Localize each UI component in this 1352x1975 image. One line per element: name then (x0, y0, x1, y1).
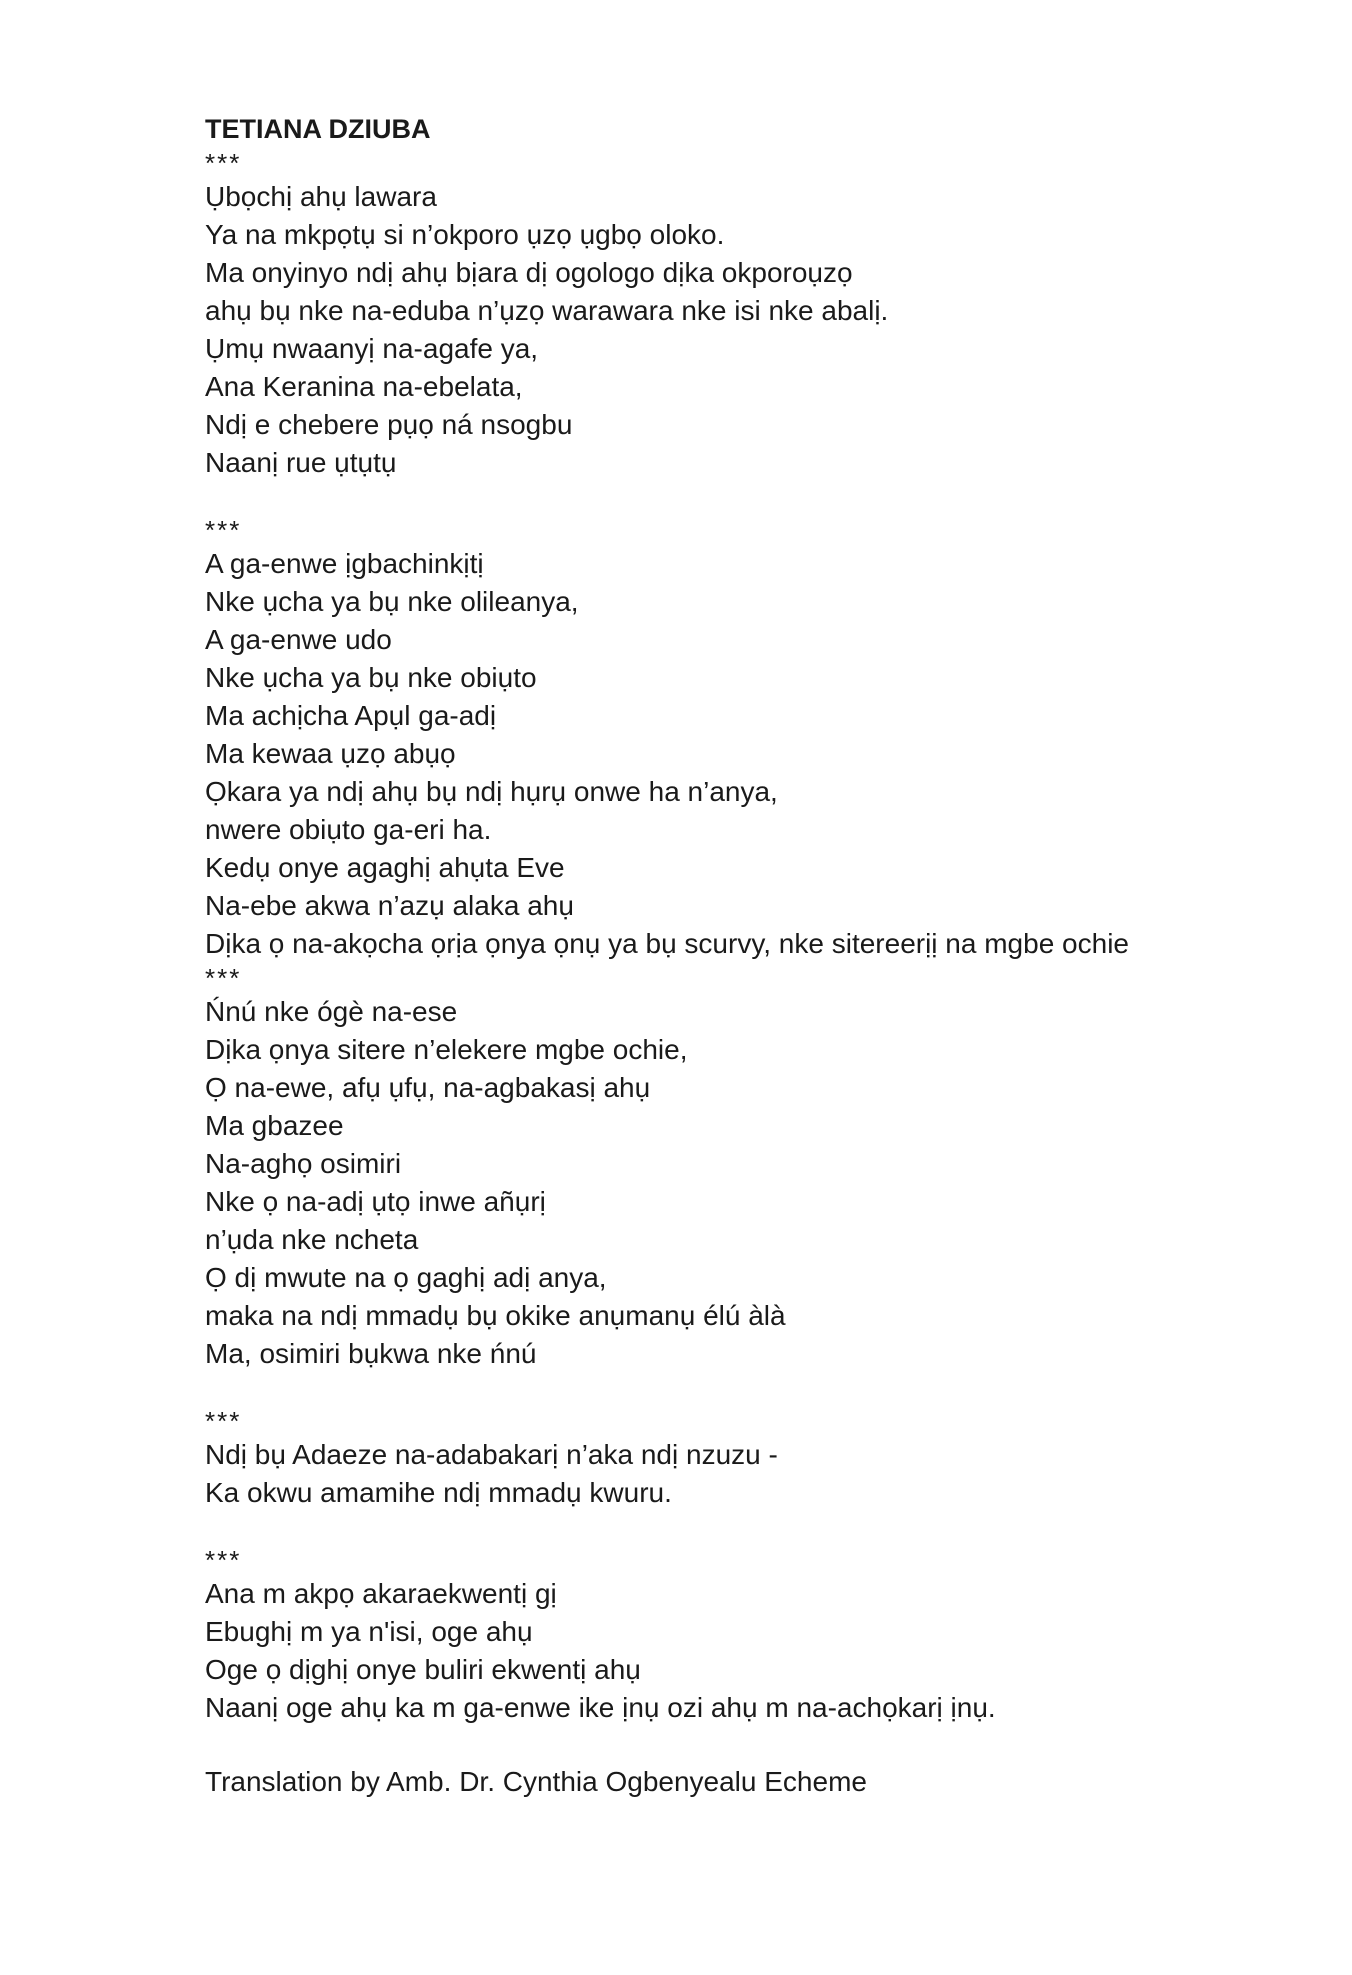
poem-line: Dịka ọ na-akọcha ọrịa ọnya ọnụ ya bụ scurvy, nke sitereerịị na mgbe ochie (205, 928, 1129, 959)
poem-line: Ńnú nke ógè na-ese (205, 996, 458, 1027)
poem-line: Kedụ onye agaghị ahụta Eve (205, 852, 565, 883)
poem-line: Ụmụ nwaanyị na-agafe ya, (205, 333, 539, 364)
poem-line: Ana Keranina na-ebelata, (205, 371, 523, 402)
poem-line: Ebughị m ya n'isi, oge ahụ (205, 1616, 533, 1647)
stanza-separator: *** (205, 515, 242, 545)
poem-line: Naanị rue ụtụtụ (205, 447, 397, 478)
stanza-separator: *** (205, 148, 242, 178)
poem-line: Ma, osimiri bụkwa nke ńnú (205, 1338, 537, 1369)
poem-line: Ọkara ya ndị ahụ bụ ndị hụrụ onwe ha n’anya, (205, 776, 778, 807)
poem-line: A ga-enwe ịgbachinkịtị (205, 548, 484, 579)
poem-line: Ụbọchị ahụ lawara (205, 181, 437, 212)
poem-line: Ndị e chebere pụọ ná nsogbu (205, 409, 573, 440)
poem-line: Ma achịcha Apụl ga-adị (205, 700, 497, 731)
poem-line: Ndị bụ Adaeze na-adabakarị n’aka ndị nzuzu - (205, 1439, 778, 1470)
poem-line: Ka okwu amamihe ndị mmadụ kwuru. (205, 1477, 672, 1508)
poem-line: maka na ndị mmadụ bụ okike anụmanụ élú àlà (205, 1300, 786, 1331)
stanza-2 (205, 545, 1305, 963)
poem-line: Ma onyinyo ndị ahụ bịara dị ogologo dịka okporoụzọ (205, 257, 853, 288)
poem-line: Na-aghọ osimiri (205, 1148, 402, 1179)
poem-author-title: TETIANA DZIUBA (205, 114, 431, 144)
poem-line: Dịka ọnya sitere n’elekere mgbe ochie, (205, 1034, 688, 1065)
poem-line: Ọ dị mwute na ọ gaghị adị anya, (205, 1262, 607, 1293)
poem-line: Nke ụcha ya bụ nke olileanya, (205, 586, 579, 617)
poem-line: Naanị oge ahụ ka m ga-enwe ike ịnụ ozi ahụ m na-achọkarị ịnụ. (205, 1692, 996, 1723)
translation-credit: Translation by Amb. Dr. Cynthia Ogbenyealu Echeme (205, 1766, 867, 1797)
poem-line: ahụ bụ nke na-eduba n’ụzọ warawara nke isi nke abalị. (205, 295, 889, 326)
stanza-3 (205, 993, 1305, 1373)
poem-line: Nke ụcha ya bụ nke obiụto (205, 662, 537, 693)
stanza-separator: *** (205, 1545, 242, 1575)
poem-line: Ọ na-ewe, afụ ụfụ, na-agbakasị ahụ (205, 1072, 651, 1103)
poem-line: n’ụda nke ncheta (205, 1224, 419, 1255)
poem-line: Nke ọ na-adị ụtọ inwe añụrị (205, 1186, 546, 1217)
poem-line: Na-ebe akwa n’azụ alaka ahụ (205, 890, 574, 921)
poem-line: Ya na mkpọtụ si n’okporo ụzọ ụgbọ oloko. (205, 219, 725, 250)
stanza-separator: *** (205, 963, 242, 993)
poem-line: Ma kewaa ụzọ abụọ (205, 738, 456, 769)
poem-line: nwere obiụto ga-eri ha. (205, 814, 492, 845)
poem-line: Oge ọ dịghị onye buliri ekwentị ahụ (205, 1654, 641, 1685)
poem-line: Ana m akpọ akaraekwentị gị (205, 1578, 557, 1609)
stanza-1 (205, 178, 1305, 482)
poem-line: A ga-enwe udo (205, 624, 392, 655)
stanza-5 (205, 1575, 1305, 1727)
poem-line: Ma gbazee (205, 1110, 344, 1141)
stanza-separator: *** (205, 1406, 242, 1436)
poem-document (205, 110, 1305, 1801)
stanza-4 (205, 1436, 1305, 1512)
